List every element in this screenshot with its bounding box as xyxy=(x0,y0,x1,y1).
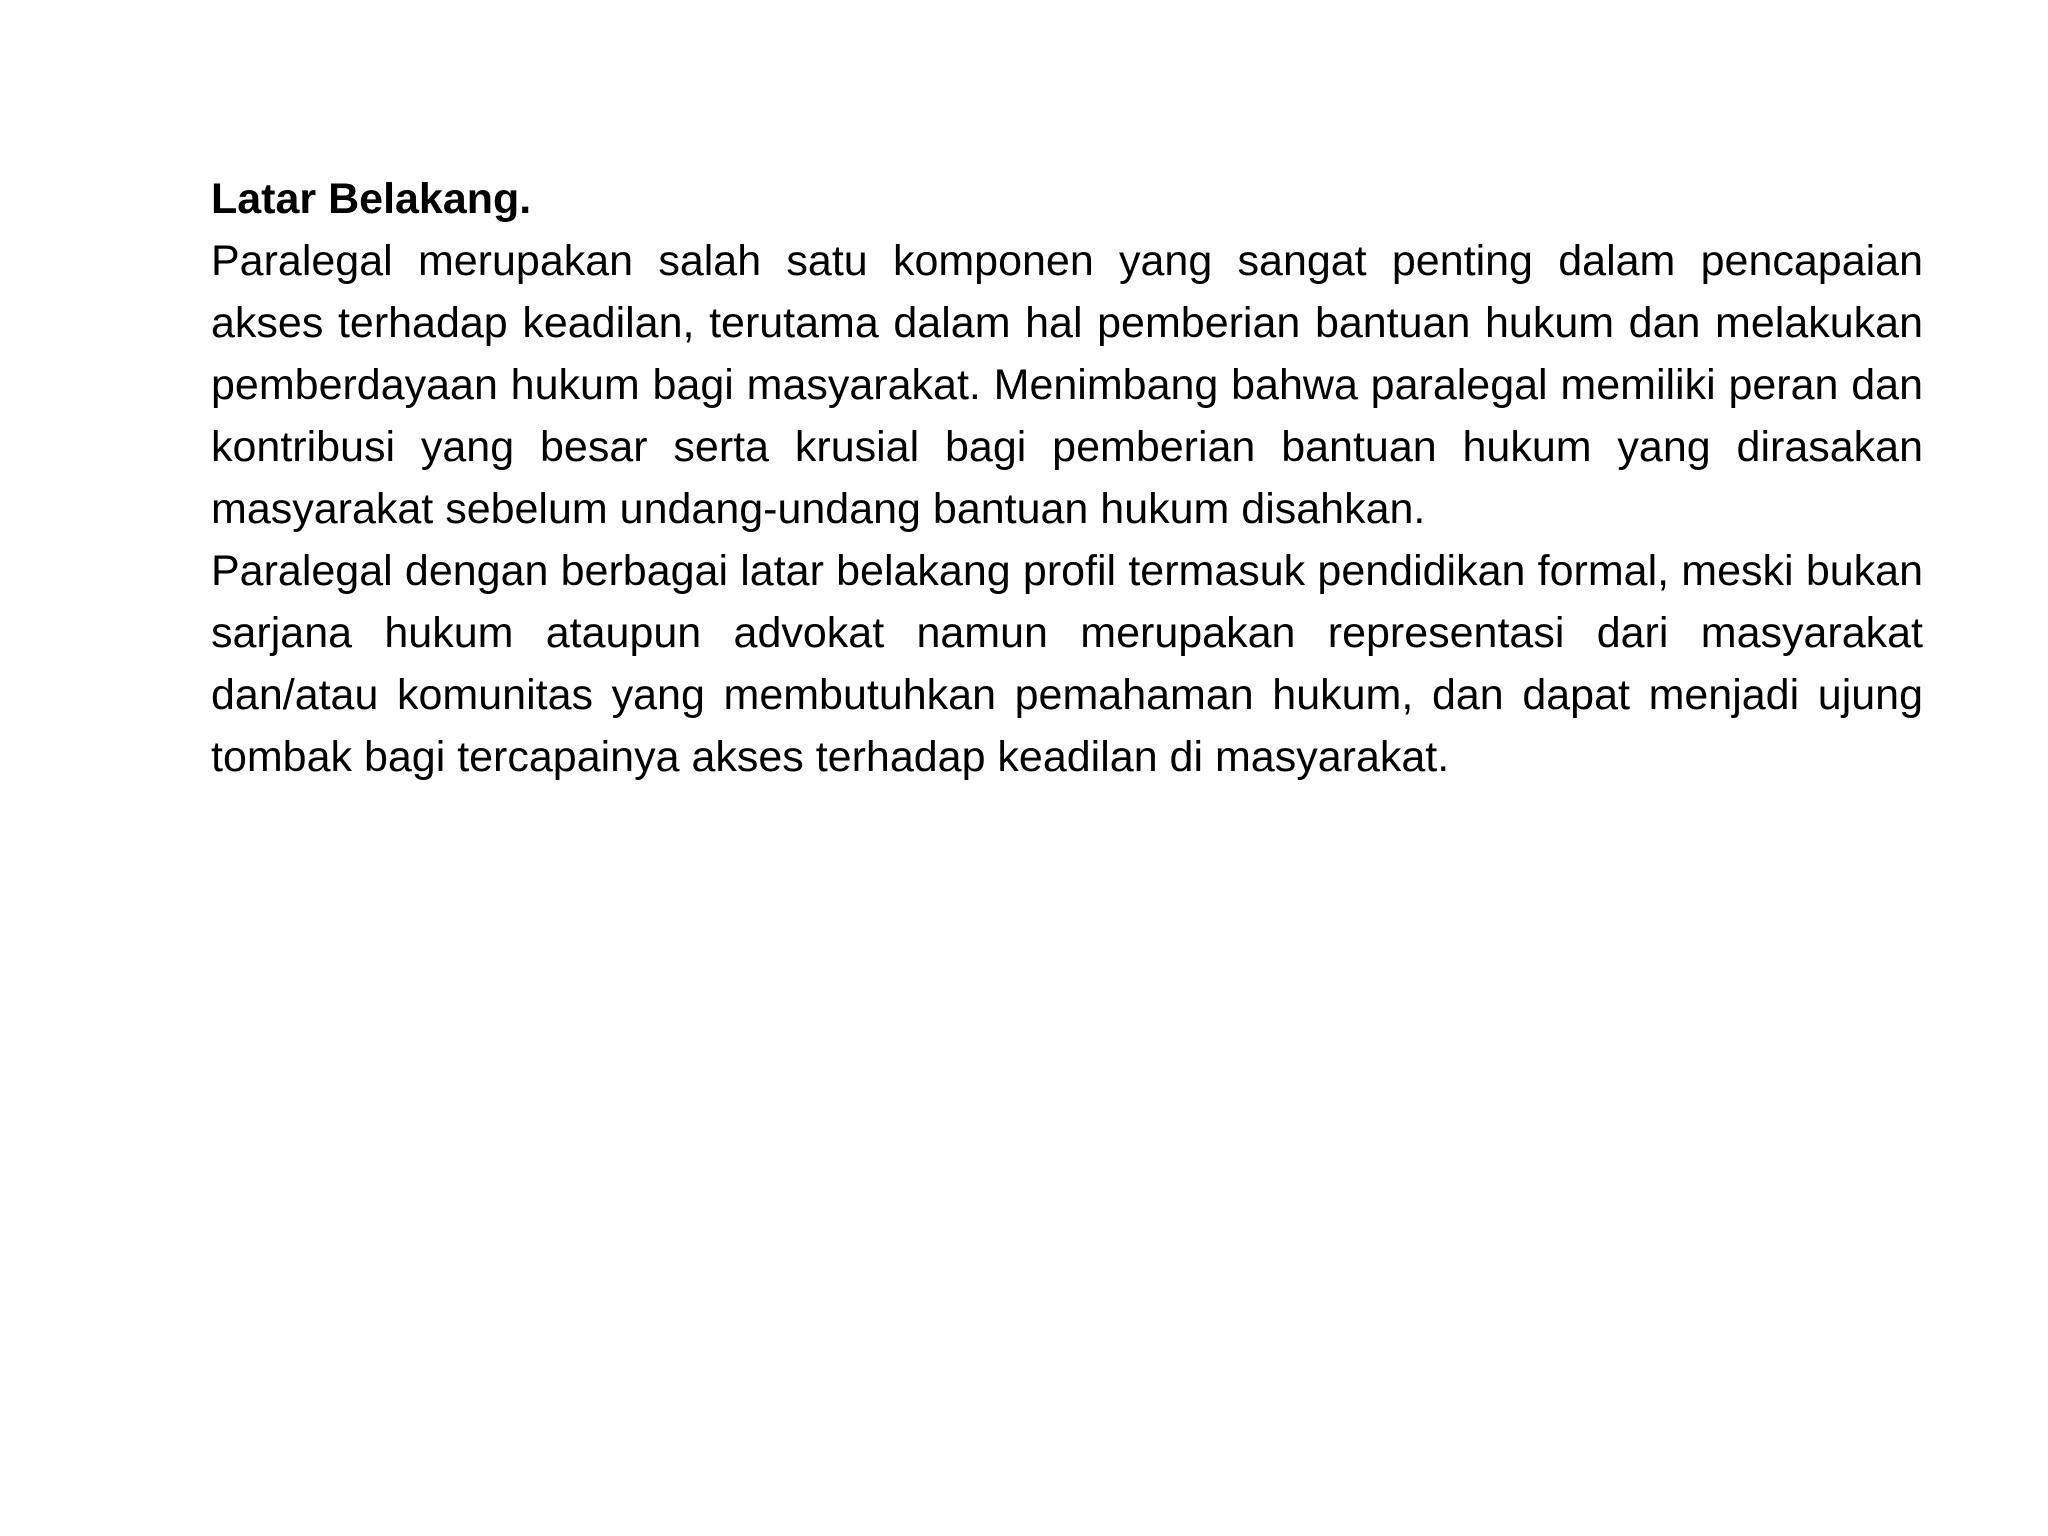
slide-body xyxy=(211,168,1923,788)
section-heading: Latar Belakang. xyxy=(211,175,532,223)
paragraph-1: Paralegal merupakan salah satu komponen yang sangat penting dalam pencapaian akses terhadap keadilan, terutama dalam hal pemberian bantuan hukum dan melakukan pemberdayaan hukum bagi masyarakat. Menimbang bahwa paralegal memiliki peran dan kontribusi yang besar serta krusial bagi pemberian bantuan hukum yang dirasakan masyarakat sebelum undang-undang bantuan hukum disahkan. xyxy=(211,237,1923,533)
paragraph-2: Paralegal dengan berbagai latar belakang profil termasuk pendidikan formal, meski bukan sarjana hukum ataupun advokat namun merupakan representasi dari masyarakat dan/atau komunitas yang membutuhkan pemahaman hukum, dan dapat menjadi ujung tombak bagi tercapainya akses terhadap keadilan di masyarakat. xyxy=(211,547,1923,781)
